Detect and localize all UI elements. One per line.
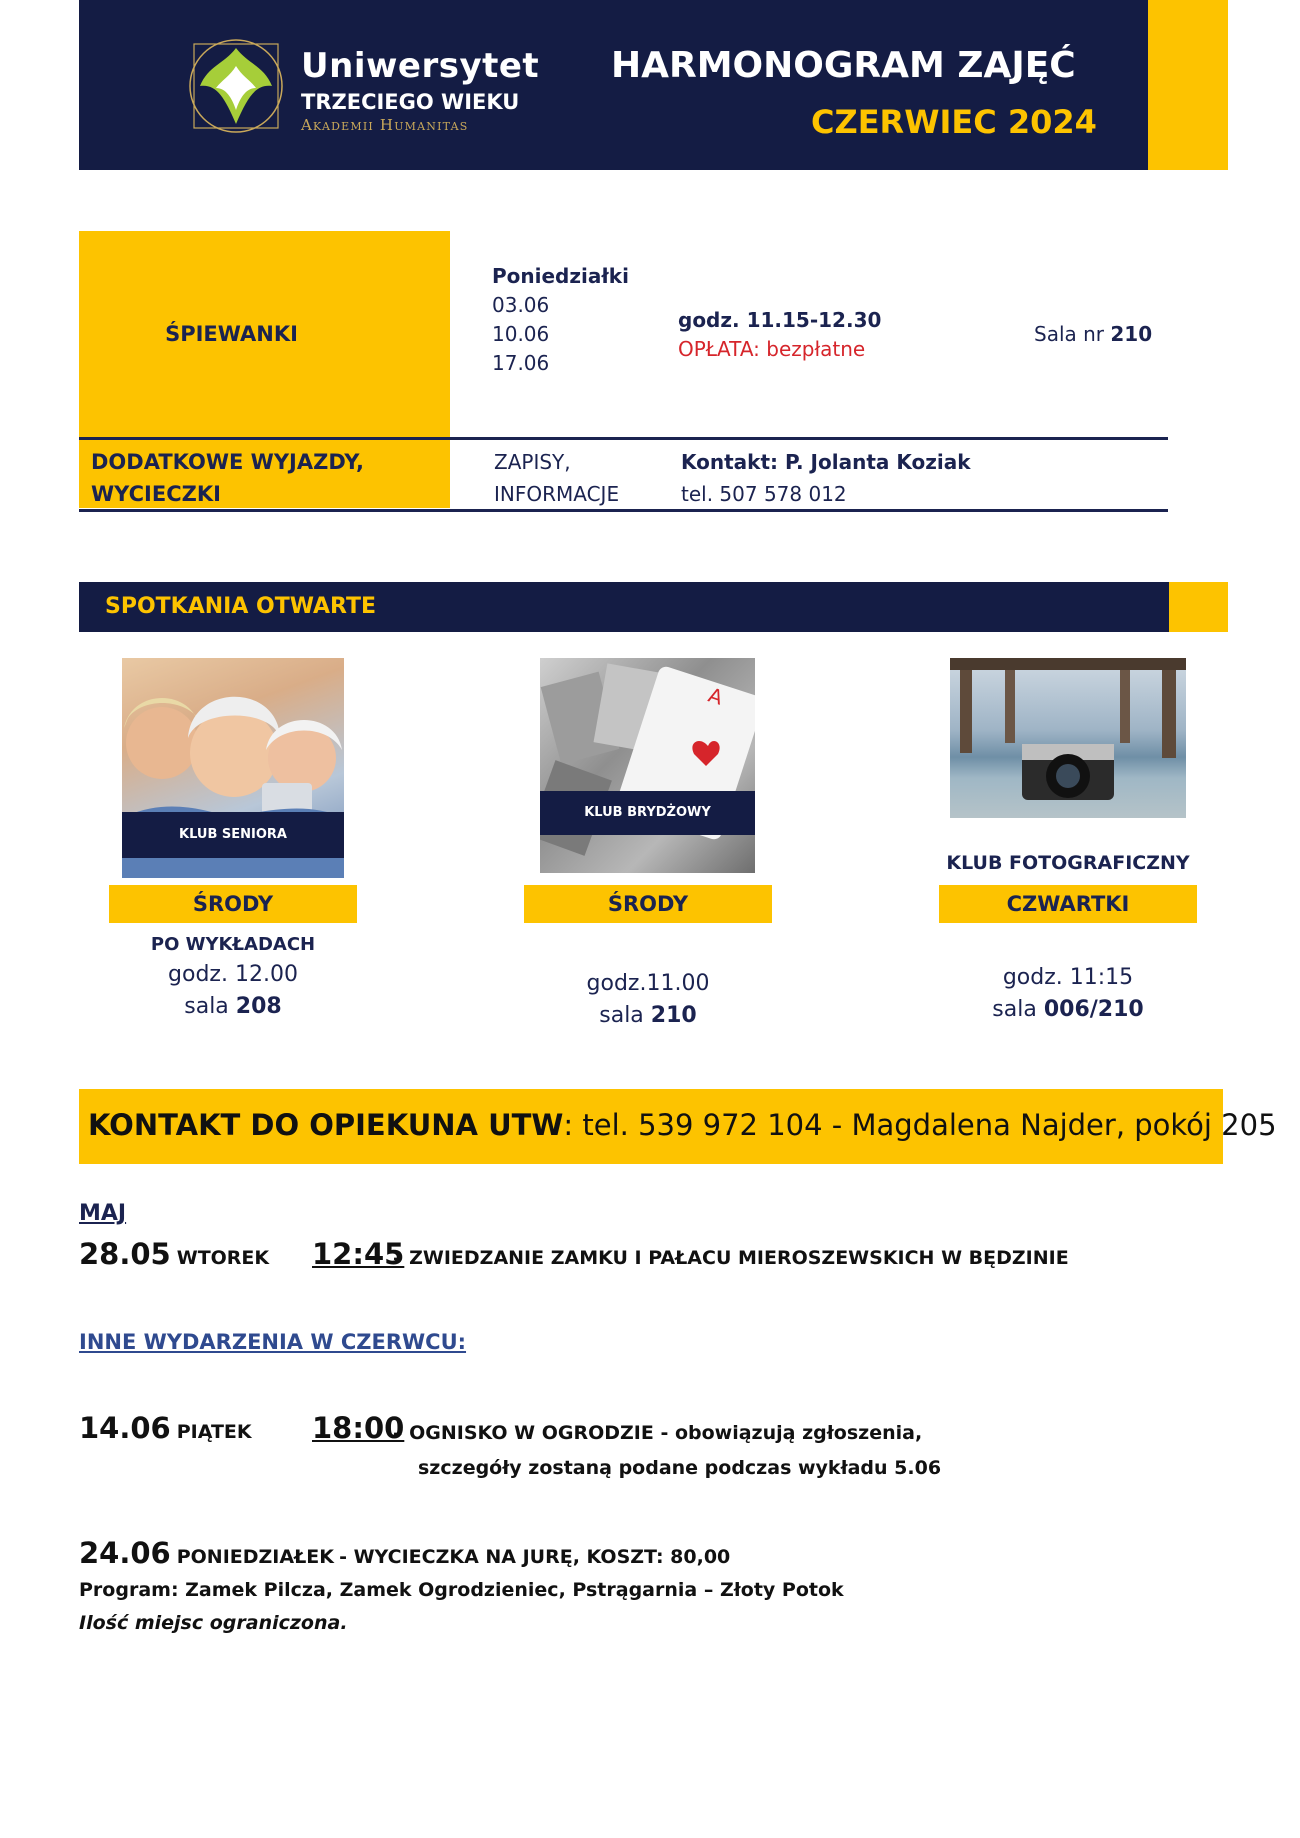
- event-description: – ZWIEDZANIE ZAMKU I PAŁACU MIEROSZEWSKICH W BĘDZINIE: [393, 1247, 1069, 1269]
- event-day: PONIEDZIAŁEK: [176, 1546, 334, 1568]
- wyjazdy-info: [494, 446, 619, 510]
- club-room: [939, 997, 1197, 1022]
- event-day: PIĄTEK: [176, 1421, 252, 1443]
- contact-label: KONTAKT DO OPIEKUNA UTW: [88, 1108, 564, 1142]
- room-prefix: sala: [184, 994, 229, 1019]
- club-room: [109, 994, 357, 1019]
- event-program: Program: Zamek Pilcza, Zamek Ogrodzieniec, Pstrągarnia – Złoty Potok: [79, 1579, 844, 1601]
- event-date: [79, 1411, 252, 1445]
- event-date-value: 28.05: [79, 1237, 171, 1271]
- event-note: Ilość miejsc ograniczona.: [79, 1612, 348, 1634]
- room-number: 210: [1110, 322, 1153, 346]
- club-image-caption: KLUB BRYDŻOWY: [540, 791, 755, 835]
- wyjazdy-info-line: INFORMACJE: [494, 482, 620, 506]
- section-bar-accent: [1169, 582, 1228, 632]
- event-day: WTOREK: [176, 1247, 270, 1269]
- room-number: 208: [235, 994, 282, 1019]
- club-day: ŚRODY: [109, 885, 357, 923]
- event-description: – OGNISKO W OGRODZIE - obowiązują zgłoszenia,: [393, 1422, 923, 1444]
- spiewanki-hour: godz. 11.15-12.30: [678, 308, 882, 332]
- club-day: CZWARTKI: [939, 885, 1197, 923]
- wyjazdy-info-line: ZAPISY,: [494, 450, 571, 474]
- logo-icon: [186, 36, 286, 136]
- contact-details: : tel. 539 972 104 - Magdalena Najder, pokój 205: [563, 1108, 1277, 1142]
- room-prefix: sala: [599, 1003, 644, 1028]
- svg-text:A: A: [705, 682, 726, 710]
- page-title: HARMONOGRAM ZAJĘĆ: [611, 45, 1076, 86]
- club-hour: godz.11.00: [586, 971, 710, 996]
- spiewanki-room: [1034, 322, 1152, 346]
- club-hour: godz. 12.00: [168, 962, 298, 987]
- month-heading: MAJ: [79, 1201, 127, 1226]
- club-image-caption: KLUB SENIORA: [122, 812, 344, 858]
- wyjazdy-phone: tel. 507 578 012: [681, 482, 847, 506]
- spiewanki-fee: OPŁATA: bezpłatne: [678, 337, 866, 361]
- spiewanki-date: 03.06: [492, 293, 550, 317]
- logo-subtitle: TRZECIEGO WIEKU: [301, 90, 520, 114]
- wyjazdy-label-line: WYCIECZKI: [91, 482, 221, 506]
- logo-title: Uniwersytet: [301, 46, 540, 86]
- wyjazdy-label: [91, 446, 364, 510]
- contact-text: [88, 1108, 1277, 1142]
- club-seniora-image: [122, 658, 344, 878]
- club-hour: godz. 11:15: [1002, 965, 1134, 990]
- event-date-value: 14.06: [79, 1411, 171, 1445]
- wyjazdy-label-line: DODATKOWE WYJAZDY,: [91, 450, 364, 474]
- club-name: KLUB FOTOGRAFICZNY: [946, 852, 1190, 874]
- room-prefix: Sala nr: [1034, 322, 1105, 346]
- spiewanki-date: 17.06: [492, 351, 550, 375]
- section-title: SPOTKANIA OTWARTE: [105, 594, 377, 619]
- club-fotograficzny-image: [950, 658, 1186, 818]
- club-day: ŚRODY: [524, 885, 772, 923]
- page-month: CZERWIEC 2024: [811, 103, 1097, 141]
- spiewanki-date: 10.06: [492, 322, 550, 346]
- event-time: 18:00: [312, 1411, 405, 1445]
- wyjazdy-contact: Kontakt: P. Jolanta Koziak: [681, 450, 971, 474]
- club-room: [524, 1003, 772, 1028]
- spiewanki-label: ŚPIEWANKI: [165, 322, 298, 346]
- club-brydzowy-image: [540, 658, 755, 873]
- room-number: 006/210: [1043, 997, 1144, 1022]
- event-line: [79, 1536, 730, 1570]
- divider: [79, 509, 1168, 512]
- club-extra: PO WYKŁADACH: [150, 934, 316, 955]
- room-prefix: sala: [992, 997, 1037, 1022]
- event-date-value: 24.06: [79, 1536, 171, 1570]
- header-accent-stripe: [1148, 0, 1228, 170]
- room-number: 210: [650, 1003, 697, 1028]
- event-description: - WYCIECZKA NA JURĘ, KOSZT: 80,00: [339, 1546, 731, 1568]
- event-description-detail: szczegóły zostaną podane podczas wykładu 5.06: [418, 1457, 942, 1479]
- event-date: [79, 1237, 269, 1271]
- spiewanki-day: Poniedziałki: [492, 264, 629, 288]
- event-time: 12:45: [312, 1237, 405, 1271]
- logo-caption: Akademii Humanitas: [301, 116, 469, 134]
- events-heading: INNE WYDARZENIA W CZERWCU:: [79, 1330, 467, 1354]
